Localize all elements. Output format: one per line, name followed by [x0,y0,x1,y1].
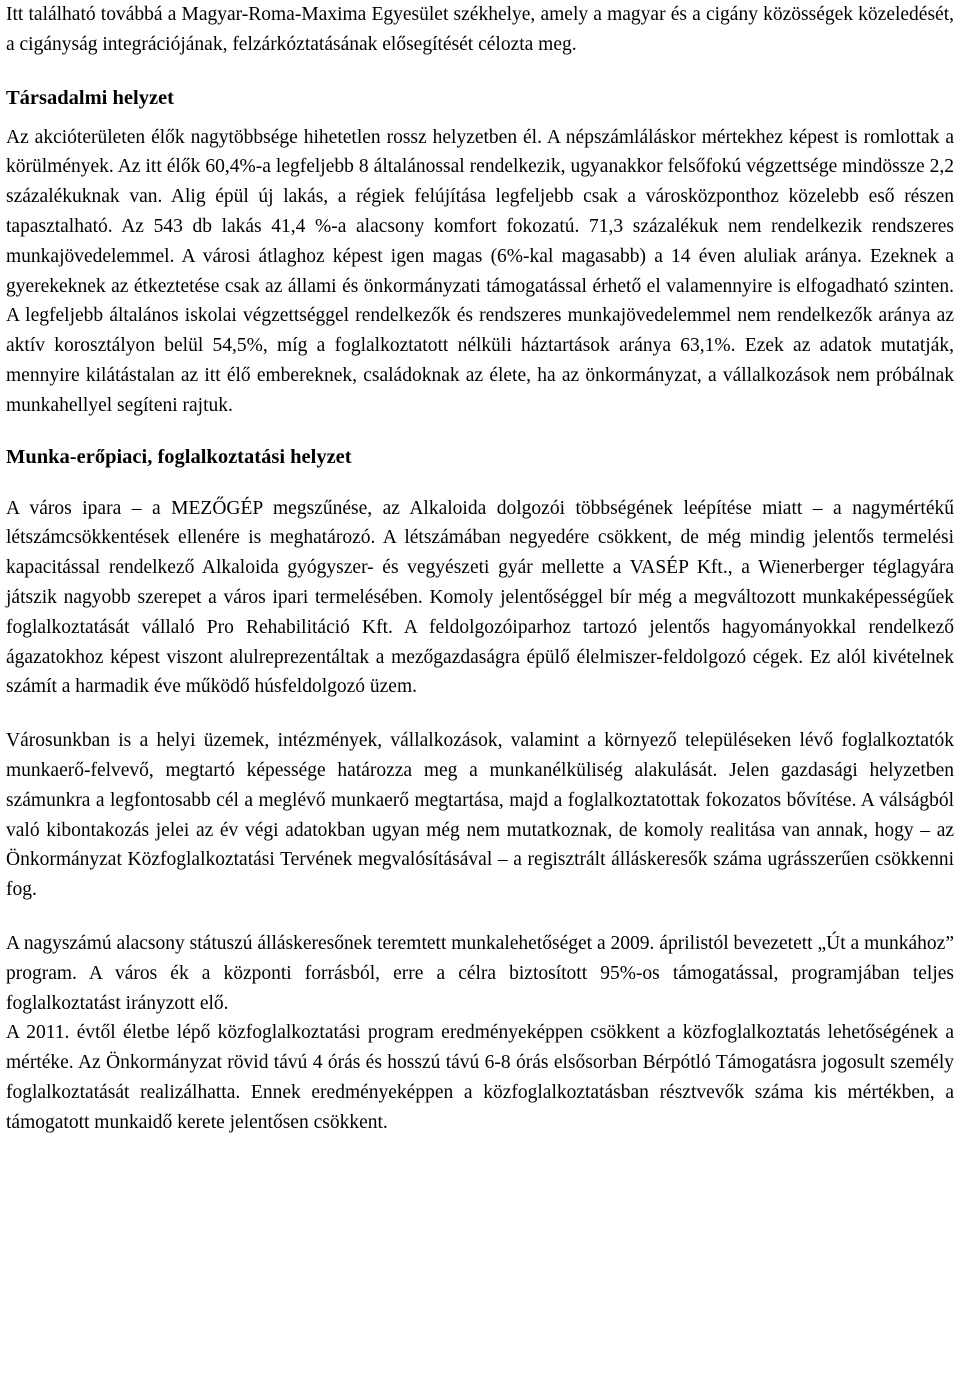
employment-paragraph-industry: A város ipara – a MEZŐGÉP megszűnése, az Alkaloida dolgozói többségének leépítése miatt – a nagymértékű létszámcsökkentések ellenére is meghatározó. A létszámában negyedére csökkent, de még mindig jelentős termelési kapacitással rendelkező Alkaloida gyógyszer- és vegyészeti gyár mellette a VASÉP Kft., a Wienerberger téglagyára játszik nagyobb szerepet a város ipari termelésében. Komoly jelentőséggel bír még a megváltozott munkaképességűek foglalkoztatását vállaló Pro Rehabilitáció Kft. A feldolgozóiparhoz tartozó jelentős hagyományokkal rendelkező ágazatokhoz képest viszont alulreprezentáltak a mezőgazdaságra épülő élelmiszer-feldolgozó cégek. Ez alól kivételnek számít a harmadik éve működő húsfeldolgozó üzem. [6,497,954,698]
intro-paragraph: Itt található továbbá a Magyar-Roma-Maxima Egyesület székhelye, amely a magyar és a cigány közösségek közeledését, a cigányság integrációjának, felzárkóztatásának elősegítését célozta meg. [6,4,954,55]
social-paragraph: Az akcióterületen élők nagytöbbsége hihetetlen rossz helyzetben él. A népszámláláskor mértekhez képest is romlottak a körülmények. Az itt élők 60,4%-a legfeljebb 8 általánossal rendelkezik, ugyanakkor felsőfokú végzettsége mindössze 2,2 százalékuknak van. Alig épül új lakás, a régiek felújítása legfeljebb csak a városközponthoz közelebb eső részen tapasztalható. Az 543 db lakás 41,4 %-a alacsony komfort fokozatú. 71,3 százalékuk nem rendelkezik rendszeres munkajövedelemmel. A városi átlaghoz képest igen magas (6%-kal magasabb) a 14 éven aluliak aránya. Ezeknek a gyerekeknek az étkeztetése csak az állami és önkormányzati támogatással érhető el valamennyire is elfogadható szinten. A legfeljebb általános iskolai végzettséggel rendelkezők és rendszeres munkajövedelemmel nem rendelkezők aránya az aktív korosztályon belül 54,5%, míg a foglalkoztatott nélküli háztartások aránya 63,1%. Ezek az adatok mutatják, mennyire kilátástalan az itt élő embereknek, családoknak az élete, ha az önkormányzat, a vállalkozások nem próbálnak munkahellyel segíteni rajtuk. [6,126,954,416]
section-heading-employment: Munka-erőpiaci, foglalkoztatási helyzet [6,445,352,468]
employment-paragraph-unemployment: Városunkban is a helyi üzemek, intézmények, vállalkozások, valamint a környező településeken lévő foglalkoztatók munkaerő-felvevő, megtartó képessége határozza meg a munkanélküliség alakulását. Jelen gazdasági helyzetben számunkra a legfontosabb cél a meglévő munkaerő megtartása, majd a foglalkoztatottak fokozatos bővítése. A válságból való kibontakozás jelei az év végi adatokban ugyan még nem mutatkoznak, de komoly realitása van annak, hogy – az Önkormányzat Közfoglalkoztatási Tervének megvalósításával – a regisztrált álláskeresők száma ugrásszerűen csökkenni fog. [6,730,954,901]
employment-paragraph-program: A nagyszámú alacsony státuszú álláskeresőnek teremtett munkalehetőséget a 2009. áprilistól bevezetett „Út a munkához” program. A város ék a központi forrásból, erre a célra biztosított 95%-os támogatással, programjában teljes foglalkoztatást irányzott elő. [6,932,954,1014]
employment-paragraph-public-work: A 2011. évtől életbe lépő közfoglalkoztatási program eredményeképpen csökkent a közfoglalkoztatás lehetőségének a mértéke. Az Önkormányzat rövid távú 4 órás és hosszú távú 6-8 órás elsősorban Bérpótló Támogatásra jogosult személy foglalkoztatását realizálhatta. Ennek eredményeképpen a közfoglalkoztatásban résztvevők száma kis mértékben, a támogatott munkaidő kerete jelentősen csökkent. [6,1022,954,1133]
section-heading-social: Társadalmi helyzet [6,86,174,109]
